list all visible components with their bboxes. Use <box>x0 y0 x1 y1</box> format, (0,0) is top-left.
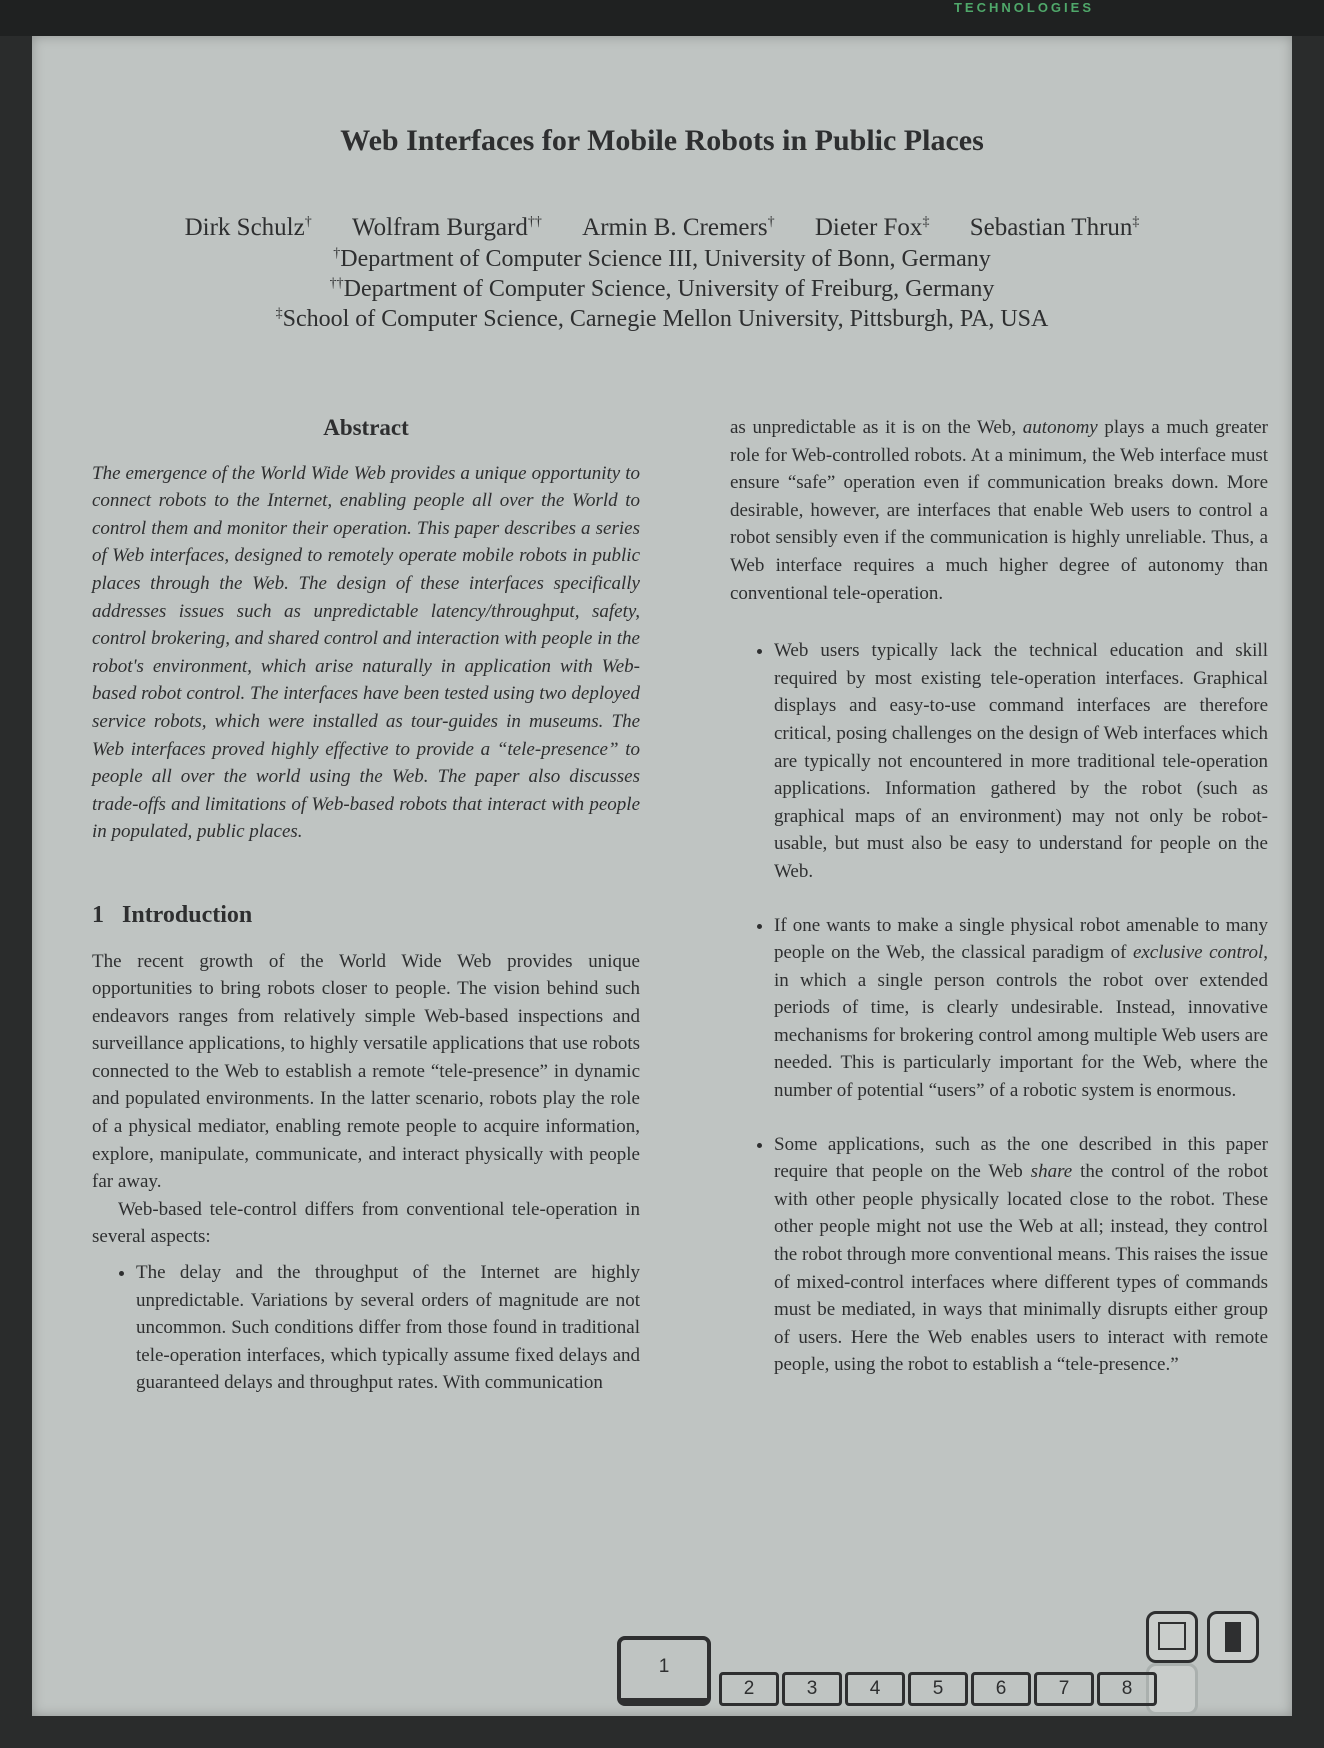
list-item: • The delay and the throughput of the Internet are highly unpredictable. Variations by several orders of magnitude are not uncommon. Such conditions differ from those found in traditional tele-operation interfaces, which typically assume fixed delays and guaranteed delays and throughput rates. With communication <box>136 1259 640 1397</box>
page-tab-current[interactable]: 1 <box>617 1636 711 1706</box>
affiliation: †Department of Computer Science III, University of Bonn, Germany <box>333 246 991 272</box>
list-item: • If one wants to make a single physical robot amenable to many people on the Web, the classical paradigm of exclusive control, in which a single person controls the robot over extended periods of time, is clearly undesirable. Instead, innovative mechanisms for brokering control among multiple Web users are needed. This is particularly important for the Web, where the number of potential “users” of a robotic system is enormous. <box>774 912 1268 1105</box>
page-navigator <box>617 1636 1160 1706</box>
abstract-heading: Abstract <box>323 415 409 440</box>
battery-icon <box>1207 1611 1259 1663</box>
brand-label: TECHNOLOGIES <box>953 0 1094 15</box>
page-tab[interactable]: 4 <box>845 1672 905 1706</box>
page-tab[interactable]: 5 <box>908 1672 968 1706</box>
list-item: • Some applications, such as the one described in this paper require that people on the Web share the control of the robot with other people physically located close to the robot. These other people might not use the Web at all; instead, they control the robot through more conventional means. This raises the issue of mixed-control interfaces where different types of commands must be mediated, in ways that minimally disrupts either group of users. Here the Web enables users to interact with remote people, using the robot to establish a “tele-presence.” <box>774 1131 1268 1379</box>
page-tab[interactable]: 3 <box>782 1672 842 1706</box>
right-column <box>730 414 1268 1405</box>
paper-title: Web Interfaces for Mobile Robots in Public Places <box>340 124 984 157</box>
author: Armin B. Cremers† <box>582 214 775 241</box>
page-tab[interactable]: 6 <box>971 1672 1031 1706</box>
system-icons <box>1146 1611 1292 1715</box>
list-item: • Web users typically lack the technical education and skill required by most existing tele-operation interfaces. Graphical displays and easy-to-use command interfaces are therefore critical, posing challenges on the design of Web interfaces which are typically not encountered in more traditional tele-operation applications. Information gathered by the robot (such as graphical maps of an environment) may not only be robot-usable, but must also be easy to understand for people on the Web. <box>774 637 1268 885</box>
page-tab[interactable]: 8 <box>1097 1672 1157 1706</box>
section-heading: 1 Introduction <box>92 901 253 928</box>
author: Dirk Schulz† <box>184 214 312 241</box>
author: Dieter Fox‡ <box>814 214 930 241</box>
author: Sebastian Thrun‡ <box>969 214 1140 241</box>
continued-paragraph: as unpredictable as it is on the Web, autonomy plays a much greater role for Web-controlled robots. At a minimum, the Web interface must ensure “safe” operation even if communication breaks down. More desirable, however, are interfaces that enable Web users to control a robot sensibly even if the communication is highly unreliable. Thus, a Web interface requires a much higher degree of autonomy than conventional tele-operation. <box>730 417 1268 604</box>
intro-paragraph: The recent growth of the World Wide Web provides unique opportunities to bring robots closer to people. The vision behind such endeavors ranges from relatively simple Web-based inspections and surveillance applications, to highly versatile applications that use robots connected to the Web to establish a remote “tele-presence” in dynamic and populated environments. In the latter scenario, robots play the role of a physical mediator, enabling remote people to acquire information, explore, manipulate, communicate, and interact physically with people far away. <box>92 950 640 1193</box>
page-tab[interactable]: 2 <box>719 1672 779 1706</box>
reader-screen <box>32 36 1292 1716</box>
left-column <box>92 414 640 1423</box>
aspects-list-continued <box>730 637 1268 1379</box>
device-bezel-bottom <box>0 1716 1324 1748</box>
intro-paragraph: Web-based tele-control differs from conventional tele-operation in several aspects: <box>92 1198 640 1248</box>
abstract-text: The emergence of the World Wide Web provides a unique opportunity to connect robots to the Internet, enabling people all over the World to control them and monitor their operation. This paper describes a series of Web interfaces, designed to remotely operate mobile robots in public places through the Web. The design of these interfaces specifically addresses issues such as unpredictable latency/throughput, safety, control brokering, and shared control and interaction with people in the robot's environment, which arise naturally in application with Web-based robot control. The interfaces have been tested using two deployed service robots, which were installed as tour-guides in museums. The Web interfaces proved highly effective to provide a “tele-presence” to people all over the world using the Web. The paper also discusses trade-offs and limitations of Web-based robots that interact with people in populated, public places. <box>92 462 640 843</box>
device-bezel-top <box>0 0 1324 36</box>
author-list <box>32 214 1292 242</box>
affiliation: ††Department of Computer Science, University of Freiburg, Germany <box>329 276 995 302</box>
aspects-list <box>92 1259 640 1397</box>
page-tab[interactable]: 7 <box>1034 1672 1094 1706</box>
author: Wolfram Burgard†† <box>351 214 542 241</box>
affiliation: ‡School of Computer Science, Carnegie Mellon University, Pittsburgh, PA, USA <box>275 306 1049 332</box>
